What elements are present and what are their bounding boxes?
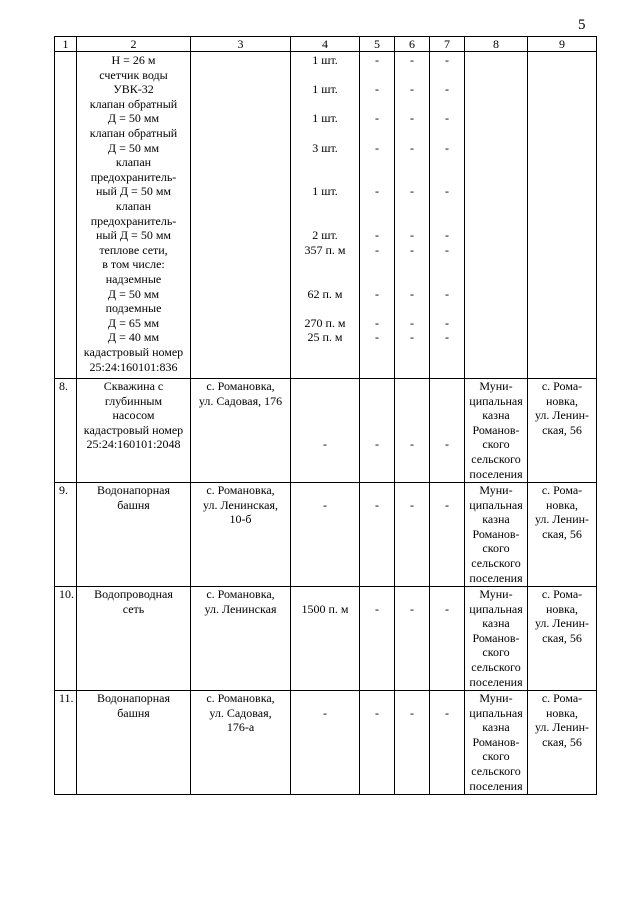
dash-value: - [375, 330, 379, 345]
object-name-line: кадастровый номер [83, 422, 184, 437]
description-line: подземные [105, 301, 162, 316]
address-line: 176-а [226, 720, 255, 735]
owner-line: ского [482, 541, 510, 556]
owner-line: поселения [469, 674, 523, 689]
value-col6 [395, 587, 430, 691]
value-text: - [323, 437, 327, 452]
header-cell: 3 [191, 37, 291, 52]
row-number: 9. [55, 483, 77, 587]
description-line: Д = 65 мм [107, 315, 160, 330]
owner-line: ципальная [469, 601, 523, 616]
owner-address-line: ская, 56 [542, 422, 582, 437]
value-col7 [430, 691, 465, 795]
description-line: кадастровый номер [83, 345, 184, 359]
owner-cell [465, 691, 528, 795]
dash-value: - [375, 111, 379, 126]
owner-line: казна [482, 720, 510, 735]
quantity-value: 1 шт. [312, 111, 338, 126]
address-line: ул. Ленинская [204, 601, 277, 616]
property-table [54, 36, 597, 795]
owner-cell [465, 52, 528, 379]
owner-address-line: ул. Ленин- [534, 616, 590, 631]
value-col6 [395, 691, 430, 795]
owner-line: Муни- [479, 483, 513, 497]
dash-value: - [410, 140, 414, 155]
object-name-line: 25:24:160101:2048 [86, 437, 181, 452]
value-col5 [360, 587, 395, 691]
owner-line: ского [482, 645, 510, 660]
owner-address-line: новка, [545, 601, 579, 616]
description-line: Д = 50 мм [107, 140, 160, 155]
dash-value: - [410, 242, 414, 257]
object-name-line: Скважина с [103, 379, 164, 393]
owner-address-line: ская, 56 [542, 630, 582, 645]
value-col4 [291, 691, 360, 795]
owner-line: Муни- [479, 587, 513, 601]
owner-address-line: ул. Ленин- [534, 512, 590, 527]
description-cell [77, 52, 191, 379]
quantity-cell [291, 52, 360, 379]
description-line: предохранитель- [90, 169, 177, 184]
dash-value: - [410, 111, 414, 126]
owner-address-cell [528, 587, 597, 691]
value-col4 [291, 379, 360, 483]
value-text: - [445, 705, 449, 720]
value-col5 [360, 483, 395, 587]
header-cell: 1 [55, 37, 77, 52]
owner-line: поселения [469, 778, 523, 793]
value-text: - [323, 705, 327, 720]
owner-line: сельского [471, 659, 521, 674]
description-line: УВК-32 [113, 82, 154, 97]
dash-value: - [375, 184, 379, 199]
dash-value: - [375, 228, 379, 243]
object-name-line: Водонапорная [96, 483, 171, 497]
dash-value: - [445, 82, 449, 97]
description-line: Д = 40 мм [107, 330, 160, 345]
value-text: - [375, 601, 379, 616]
description-line: клапан [115, 155, 152, 170]
dash-value: - [445, 315, 449, 330]
dash-value: - [410, 53, 414, 67]
value-col7 [430, 483, 465, 587]
quantity-value: 1 шт. [312, 82, 338, 97]
owner-address-line: с. Рома- [541, 691, 583, 705]
owner-address-line: ская, 56 [542, 526, 582, 541]
quantity-value: 1 шт. [312, 184, 338, 199]
row-number: 11. [55, 691, 77, 795]
dash-value: - [410, 82, 414, 97]
dash-value: - [445, 228, 449, 243]
header-cell: 9 [528, 37, 597, 52]
description-line: клапан обратный [89, 96, 178, 111]
value-col7 [430, 379, 465, 483]
quantity-value: 3 шт. [312, 140, 338, 155]
dash-value: - [410, 228, 414, 243]
table-row [55, 483, 597, 587]
address-cell [191, 379, 291, 483]
quantity-value: 1 шт. [312, 53, 338, 67]
value-text: - [375, 497, 379, 512]
header-cell: 7 [430, 37, 465, 52]
address-line: 10-б [229, 512, 252, 527]
header-row [55, 37, 597, 52]
address-cell [191, 691, 291, 795]
object-name-line: глубинным [104, 393, 163, 408]
owner-line: Романов- [472, 422, 520, 437]
value-col5 [360, 379, 395, 483]
value-text: - [410, 437, 414, 452]
owner-cell [465, 379, 528, 483]
address-line: с. Романовка, [206, 691, 275, 705]
quantity-value: 2 шт. [312, 228, 338, 243]
owner-address-cell [528, 483, 597, 587]
address-cell [191, 52, 291, 379]
value-text: 1500 п. м [301, 601, 349, 616]
header-cell: 4 [291, 37, 360, 52]
owner-line: казна [482, 616, 510, 631]
address-cell [191, 483, 291, 587]
header-cell: 2 [77, 37, 191, 52]
dash-value: - [375, 53, 379, 67]
dash-value: - [375, 315, 379, 330]
dash-value: - [445, 242, 449, 257]
description-line: ный Д = 50 мм [95, 228, 172, 243]
object-name-line: башня [117, 497, 150, 512]
object-name-line: башня [117, 705, 150, 720]
dash-value: - [410, 286, 414, 301]
object-name-line: сеть [122, 601, 145, 616]
owner-line: казна [482, 512, 510, 527]
owner-line: Романов- [472, 734, 520, 749]
dash-value: - [410, 315, 414, 330]
value-text: - [323, 497, 327, 512]
owner-cell [465, 587, 528, 691]
object-name-cell [77, 483, 191, 587]
dash-value: - [445, 140, 449, 155]
header-cell: 8 [465, 37, 528, 52]
owner-line: Муни- [479, 379, 513, 393]
description-line: в том числе: [102, 257, 165, 272]
owner-address-line: с. Рома- [541, 379, 583, 393]
address-line: с. Романовка, [206, 587, 275, 601]
row-number: 8. [55, 379, 77, 483]
owner-address-cell [528, 379, 597, 483]
continuation-row [55, 52, 597, 379]
value-text: - [375, 437, 379, 452]
value-cell-5 [360, 52, 395, 379]
owner-address-cell [528, 691, 597, 795]
quantity-value: 25 п. м [307, 330, 343, 345]
table-row [55, 691, 597, 795]
address-line: ул. Ленинская, [203, 497, 278, 512]
description-line: Д = 50 мм [107, 111, 160, 126]
value-text: - [375, 705, 379, 720]
dash-value: - [375, 82, 379, 97]
dash-value: - [445, 184, 449, 199]
owner-line: ципальная [469, 497, 523, 512]
value-col6 [395, 483, 430, 587]
quantity-value: 62 п. м [307, 286, 343, 301]
object-name-cell [77, 691, 191, 795]
owner-line: ципальная [469, 393, 523, 408]
dash-value: - [445, 111, 449, 126]
table-row [55, 587, 597, 691]
owner-address-line: новка, [545, 497, 579, 512]
description-line: предохранитель- [90, 213, 177, 228]
page-number: 5 [578, 17, 586, 33]
value-col6 [395, 379, 430, 483]
description-line: ный Д = 50 мм [95, 184, 172, 199]
description-line: клапан [115, 199, 152, 213]
value-cell-6 [395, 52, 430, 379]
value-col5 [360, 691, 395, 795]
object-name-line: Водонапорная [96, 691, 171, 705]
address-line: с. Романовка, [206, 379, 275, 393]
description-line: надземные [105, 272, 162, 286]
dash-value: - [445, 53, 449, 67]
dash-value: - [375, 140, 379, 155]
owner-line: ципальная [469, 705, 523, 720]
owner-address-line: ская, 56 [542, 734, 582, 749]
owner-line: ского [482, 749, 510, 764]
value-text: - [445, 601, 449, 616]
owner-line: сельского [471, 763, 521, 778]
owner-address-line: с. Рома- [541, 587, 583, 601]
header-cell: 5 [360, 37, 395, 52]
owner-address-line: новка, [545, 705, 579, 720]
value-col4 [291, 483, 360, 587]
header-cell: 6 [395, 37, 430, 52]
description-line: счетчик воды [99, 67, 168, 82]
owner-line: сельского [471, 555, 521, 570]
value-col7 [430, 587, 465, 691]
owner-line: поселения [469, 570, 523, 585]
owner-line: Романов- [472, 630, 520, 645]
description-line: Н = 26 м [111, 53, 156, 67]
value-text: - [410, 601, 414, 616]
object-name-cell [77, 379, 191, 483]
number-cell [55, 52, 77, 379]
address-cell [191, 587, 291, 691]
owner-line: Муни- [479, 691, 513, 705]
owner-address-line: ул. Ленин- [534, 408, 590, 423]
dash-value: - [445, 330, 449, 345]
dash-value: - [375, 286, 379, 301]
value-col4 [291, 587, 360, 691]
description-line: Д = 50 мм [107, 286, 160, 301]
quantity-value: 270 п. м [304, 315, 346, 330]
dash-value: - [445, 286, 449, 301]
address-line: ул. Садовая, 176 [198, 393, 283, 408]
owner-address-line: новка, [545, 393, 579, 408]
owner-line: ского [482, 437, 510, 452]
row-number: 10. [55, 587, 77, 691]
owner-address-line: ул. Ленин- [534, 720, 590, 735]
value-text: - [445, 437, 449, 452]
object-name-cell [77, 587, 191, 691]
value-text: - [410, 705, 414, 720]
description-line: клапан обратный [89, 126, 178, 140]
owner-line: казна [482, 408, 510, 423]
owner-line: сельского [471, 451, 521, 466]
address-line: с. Романовка, [206, 483, 275, 497]
value-text: - [445, 497, 449, 512]
dash-value: - [410, 184, 414, 199]
description-line: теплове сети, [99, 242, 168, 257]
owner-line: Романов- [472, 526, 520, 541]
value-text: - [410, 497, 414, 512]
value-cell-7 [430, 52, 465, 379]
object-name-line: насосом [112, 408, 155, 423]
owner-address-cell [528, 52, 597, 379]
owner-line: поселения [469, 466, 523, 481]
dash-value: - [410, 330, 414, 345]
description-line: 25:24:160101:836 [89, 359, 178, 374]
quantity-value: 357 п. м [304, 242, 346, 257]
owner-cell [465, 483, 528, 587]
owner-address-line: с. Рома- [541, 483, 583, 497]
table-row [55, 379, 597, 483]
address-line: ул. Садовая, [209, 705, 272, 720]
dash-value: - [375, 242, 379, 257]
object-name-line: Водопроводная [94, 587, 173, 601]
